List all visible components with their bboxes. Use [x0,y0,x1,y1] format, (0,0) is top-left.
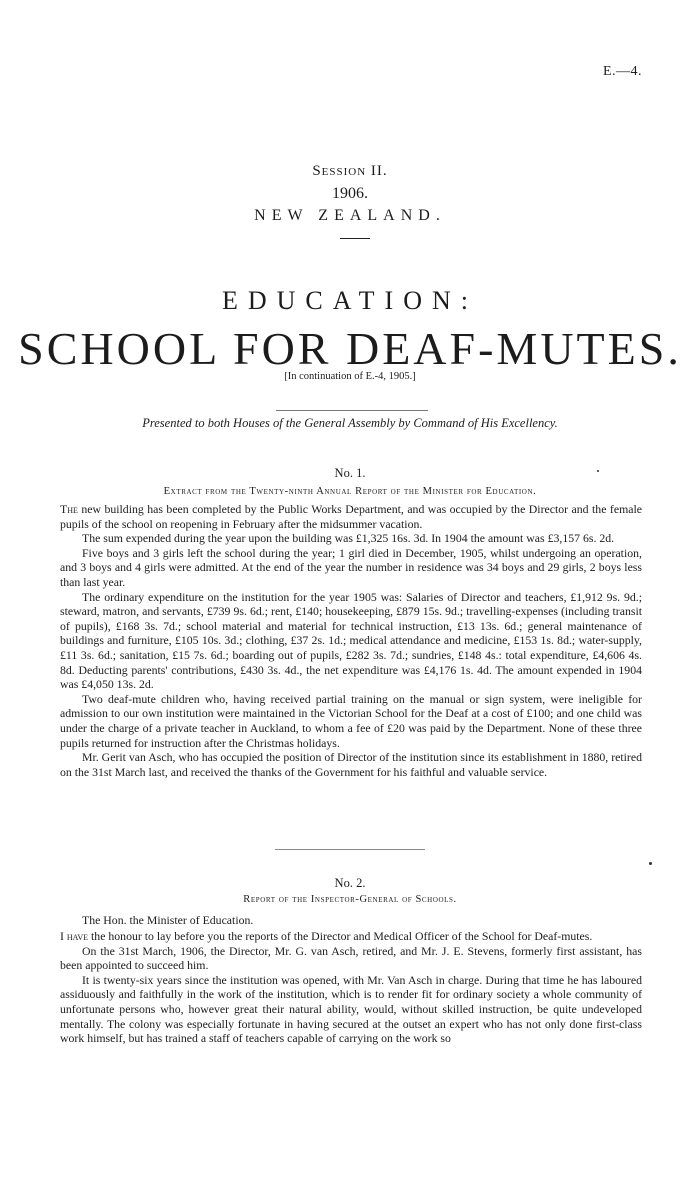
presented-line: Presented to both Houses of the General Assembly by Command of His Excellency. [142,416,558,430]
divider-presented [276,410,428,411]
section-1-paragraph: Mr. Gerit van Asch, who has occupied the position of Director of the institution since its establishment in 1880, retired on the 31st March last, and received the thanks of the Government for his faithful and valuable service. [60,750,642,779]
document-reference: E.—4. [602,64,642,79]
paragraph-lead: The [60,502,78,516]
margin-mark [649,862,652,865]
paragraph-lead: I have [60,929,89,943]
margin-mark [597,470,599,472]
section-1-body [60,502,642,779]
section-1-paragraph: Two deaf-mute children who, having received partial training on the manual or sign system, were ineligible for admission to our own institution were maintained in the Victorian School for the Deaf at a cost of £100; and one child was under the charge of a private teacher in Auckland, to whom a fee of £20 was paid by the Department. None of these three pupils returned for instruction after the Christmas holidays. [60,691,642,750]
section-1-paragraph: The new building has been completed by the Public Works Department, and was occupied by the Director and the female pupils of the school on reopening in February after the midsummer vacation. [60,502,642,531]
section-1-number: No. 1. [334,466,366,480]
continuation-note: [In continuation of E.-4, 1905.] [284,371,416,382]
section-2-paragraph: It is twenty-six years since the institution was opened, with Mr. Van Asch in charge. During that time he has laboured assiduously and faithfully in the work of the institution, which is to render fit for ordinary society a whole community of unfortunate persons who, however great their natural ability, would, without skilled instruction, be quite undeveloped mentally. The colony was especially fortunate in having secured at the outset an expert who has not only done first-class work himself, but has trained a staff of teachers capable of carrying on the work so [60,972,642,1046]
section-2-paragraph: I have the honour to lay before you the reports of the Director and Medical Officer of the School for Deaf-mutes. [60,929,593,943]
divider-section [275,849,425,850]
salutation: The Hon. the Minister of Education. [82,913,254,927]
country-label: NEW ZEALAND. [254,207,446,224]
section-1-paragraph: Five boys and 3 girls left the school during the year; 1 girl died in December, 1905, whilst undergoing an operation, and 3 boys and 4 girls were admitted. At the end of the year the number in residence was 34 boys and 29 girls, 2 boys less than last year. [60,545,642,589]
section-1-heading: Extract from the Twenty-ninth Annual Report of the Minister for Education. [163,486,537,497]
title-education: EDUCATION: [222,286,478,315]
session-label: Session II. [312,163,388,179]
section-2-heading: Report of the Inspector-General of Schools. [243,894,457,905]
section-1-paragraph: The sum expended during the year upon the building was £1,325 16s. 3d. In 1904 the amount was £3,157 6s. 2d. [82,531,615,546]
title-school-for-deaf-mutes: SCHOOL FOR DEAF-MUTES. [18,323,682,374]
section-2-body [60,929,642,1046]
session-year: 1906. [332,185,368,202]
section-2-number: No. 2. [334,876,366,890]
section-1-paragraph: The ordinary expenditure on the institution for the year 1905 was: Salaries of Director and teachers, £1,912 9s. 9d.; steward, matron, and servants, £739 9s. 6d.; rent, £140; housekeeping, £879 15s. 9d.; travelling-expenses (including transit of pupils), £168 3s. 7d.; school material and material for technical instruction, £13 13s. 6d.; general maintenance of buildings and furniture, £105 10s. 3d.; clothing, £37 2s. 1d.; medical attendance and medicine, £153 1s. 8d.; water-supply, £11 3s. 6d.; sanitation, £15 7s. 6d.; boarding out of pupils, £282 3s. 7d.; sundries, £148 4s.: total expenditure, £4,606 4s. 8d. Deducting parents' contributions, £430 3s. 4d., the net expenditure was £4,176 1s. 4d. The amount expended in 1904 was £4,050 13s. 2d. [60,589,642,692]
section-2-paragraph: On the 31st March, 1906, the Director, Mr. G. van Asch, retired, and Mr. J. E. Stevens, formerly first assistant, has been appointed to succeed him. [60,943,642,973]
divider-short [340,238,370,239]
